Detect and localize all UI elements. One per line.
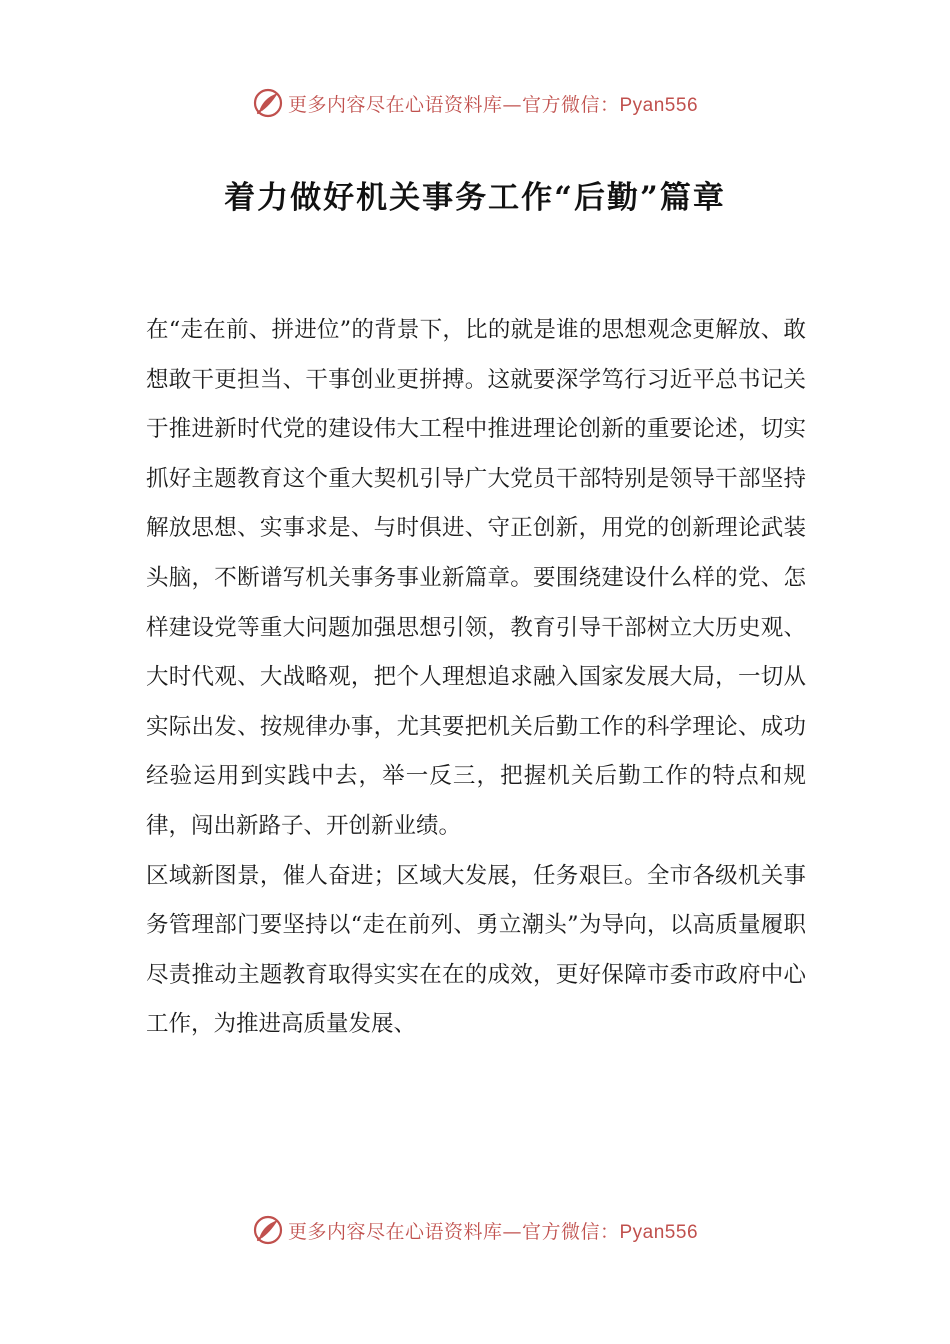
header-channel-label: 官方微信： — [521, 93, 620, 116]
footer-banner — [0, 1213, 950, 1247]
paragraph: 区域新图景，催人奋进；区域大发展，任务艰巨。全市各级机关事务管理部门要坚持以“走在前列、勇立潮头”为导向，以高质量履职尽责推动主题教育取得实实在在的成效，更好保障市委市政府中心工作，为推进高质量发展、 — [146, 862, 806, 1038]
footer-banner-text — [288, 1217, 698, 1244]
footer-brand-text: 更多内容尽在心语资料库 — [287, 1220, 503, 1243]
document-title: 着力做好机关事务工作“后勤”篇章 — [224, 180, 726, 216]
header-banner — [0, 86, 950, 120]
pen-nib-logo-icon — [252, 1214, 284, 1246]
header-brand-text: 更多内容尽在心语资料库 — [287, 93, 503, 116]
footer-channel-id: Pyan556 — [619, 1221, 699, 1243]
document-body — [146, 306, 806, 1050]
header-banner-text — [288, 90, 698, 117]
header-separator: — — [502, 93, 522, 116]
header-channel-id: Pyan556 — [619, 94, 699, 116]
footer-separator: — — [502, 1220, 522, 1243]
footer-channel-label: 官方微信： — [521, 1220, 620, 1243]
paragraph: 在“走在前、拼进位”的背景下，比的就是谁的思想观念更解放、敢想敢干更担当、干事创业更拼搏。这就要深学笃行习近平总书记关于推进新时代党的建设伟大工程中推进理论创新的重要论述，切实抓好主题教育这个重大契机引导广大党员干部特别是领导干部坚持解放思想、实事求是、与时俱进、守正创新，用党的创新理论武装头脑，不断谱写机关事务事业新篇章。要围绕建设什么样的党、怎样建设党等重大问题加强思想引领，教育引导干部树立大历史观、大时代观、大战略观，把个人理想追求融入国家发展大局，一切从实际出发、按规律办事，尤其要把机关后勤工作的科学理论、成功经验运用到实践中去，举一反三，把握机关后勤工作的特点和规律，闯出新路子、开创新业绩。 — [146, 317, 806, 839]
pen-nib-logo-icon — [252, 87, 284, 119]
